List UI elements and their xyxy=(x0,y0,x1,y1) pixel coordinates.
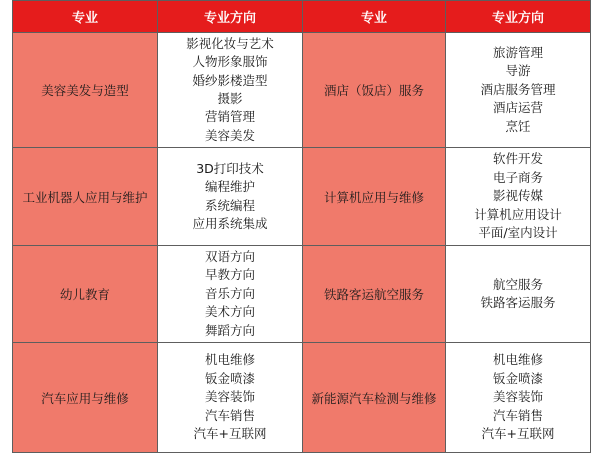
direction-item: 应用系统集成 xyxy=(192,215,268,231)
direction-item: 营销管理 xyxy=(204,109,255,125)
direction-item: 铁路客运服务 xyxy=(480,295,556,310)
majors-table xyxy=(12,0,591,453)
direction-cell xyxy=(446,33,591,148)
direction-item: 酒店服务管理 xyxy=(480,81,556,97)
direction-cell xyxy=(158,343,303,453)
table-row xyxy=(13,343,591,453)
direction-cell xyxy=(446,148,591,246)
direction-item: 酒店运营 xyxy=(492,100,543,116)
direction-item: 导游 xyxy=(505,63,531,79)
direction-item: 汽车销售 xyxy=(492,407,543,423)
major-cell: 工业机器人应用与维护 xyxy=(13,148,158,246)
direction-cell xyxy=(158,148,303,246)
table-row xyxy=(13,246,591,343)
direction-item: 美容美发 xyxy=(204,127,255,143)
direction-item: 平面/室内设计 xyxy=(478,225,558,241)
major-cell: 酒店（饭店）服务 xyxy=(303,33,446,148)
direction-item: 汽车+互联网 xyxy=(193,426,267,442)
direction-item: 影视化妆与艺术 xyxy=(186,35,274,51)
direction-cell xyxy=(158,246,303,343)
header-row xyxy=(13,1,591,33)
direction-item: 汽车+互联网 xyxy=(481,426,555,442)
direction-item: 钣金喷漆 xyxy=(492,370,543,386)
direction-cell xyxy=(446,246,591,343)
direction-item: 软件开发 xyxy=(492,151,543,167)
direction-item: 3D打印技术 xyxy=(196,160,264,176)
major-cell: 汽车应用与维修 xyxy=(13,343,158,453)
direction-item: 汽车销售 xyxy=(204,407,255,423)
table-row xyxy=(13,148,591,246)
direction-item: 音乐方向 xyxy=(204,285,255,301)
direction-item: 美容装饰 xyxy=(204,389,255,405)
major-cell: 美容美发与造型 xyxy=(13,33,158,148)
table-row xyxy=(13,33,591,148)
direction-item: 旅游管理 xyxy=(492,44,543,60)
direction-item: 电子商务 xyxy=(492,169,543,185)
direction-item: 系统编程 xyxy=(204,197,255,213)
direction-item: 美容装饰 xyxy=(492,389,543,405)
direction-item: 摄影 xyxy=(217,91,243,106)
direction-cell xyxy=(158,33,303,148)
direction-item: 航空服务 xyxy=(492,276,543,292)
major-cell: 幼儿教育 xyxy=(13,246,158,343)
major-cell: 计算机应用与维修 xyxy=(303,148,446,246)
direction-item: 计算机应用设计 xyxy=(474,206,562,222)
direction-item: 舞蹈方向 xyxy=(204,322,255,338)
header-major-right: 专业 xyxy=(303,1,446,33)
direction-item: 美术方向 xyxy=(204,304,255,320)
header-direction-left: 专业方向 xyxy=(158,1,303,33)
direction-cell xyxy=(446,343,591,453)
direction-item: 机电维修 xyxy=(204,352,255,368)
header-direction-right: 专业方向 xyxy=(446,1,591,33)
direction-item: 婚纱影楼造型 xyxy=(192,72,268,88)
major-cell: 铁路客运航空服务 xyxy=(303,246,446,343)
direction-item: 双语方向 xyxy=(204,248,255,264)
direction-item: 影视传媒 xyxy=(492,188,543,204)
direction-item: 烹饪 xyxy=(505,118,531,134)
direction-item: 人物形象服饰 xyxy=(192,54,268,70)
header-major-left: 专业 xyxy=(13,1,158,33)
major-cell: 新能源汽车检测与维修 xyxy=(303,343,446,453)
direction-item: 早教方向 xyxy=(204,267,255,283)
direction-item: 钣金喷漆 xyxy=(204,370,255,386)
direction-item: 机电维修 xyxy=(492,352,543,368)
direction-item: 编程维护 xyxy=(204,179,255,195)
